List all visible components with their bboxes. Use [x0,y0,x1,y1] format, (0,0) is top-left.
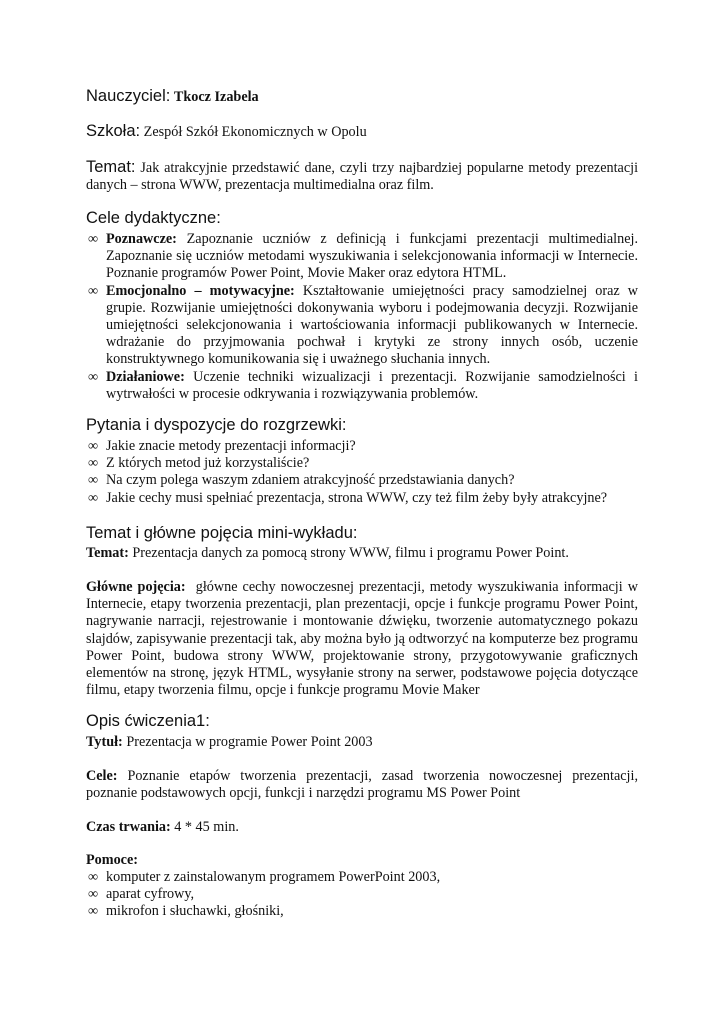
goals-list [86,231,638,403]
goal-label: Działaniowe: [106,368,185,385]
goal-label: Poznawcze: [106,231,177,247]
infinity-bullet-icon: ∞ [88,282,99,299]
list-item: ∞ Jakie cechy musi spełniać prezentacja, strona WWW, czy też film żeby były atrakcyjne? [88,489,608,506]
lecture-topic-value: Prezentacja danych za pomocą strony WWW, filmu i programu Power Point. [132,545,569,561]
infinity-bullet-icon: ∞ [88,869,99,885]
list-item: ∞ mikrofon i słuchawki, głośniki, [88,903,284,920]
exercise-heading: Opis ćwiczenia1: [86,712,210,730]
exercise-goals-label: Cele: [86,768,118,784]
exercise-title-label: Tytuł: [86,734,123,750]
school-line [86,123,638,141]
list-item [86,369,638,403]
aids-label: Pomoce: [86,852,138,868]
lecture-heading: Temat i główne pojęcia mini-wykładu: [86,524,358,542]
concepts-value: główne cechy nowoczesnej prezentacji, metody wyszukiwania informacji w Internecie, etapy tworzenia prezentacji, plan prezentacji, opcje i funkcje programu Power Point, nagrywanie narracji, rejestrowanie i montowanie dźwięku, tworzenie automatycznego pokazu slajdów, zapisywanie prezentacji tak, aby można było ją odtworzyć na komputerze bez programu Power Point, budowa strony WWW, projektowanie strony, przygotowywanie graficznych elementów na stronę, język HTML, wysyłanie strony na serwer, podstawowe pojęcia dotyczące filmu, etapy tworzenia filmu, opcje i funkcje programu Movie Maker [86,579,638,699]
duration-label: Czas trwania: [86,819,171,835]
duration-value: 4 * 45 min. [174,819,239,835]
exercise-duration [86,819,638,836]
list-item: ∞ aparat cyfrowy, [88,886,195,903]
lecture-topic-label: Temat: [86,545,129,561]
topic-label: Temat: [86,158,136,176]
questions-heading: Pytania i dyspozycje do rozgrzewki: [86,416,347,434]
infinity-bullet-icon: ∞ [88,472,99,489]
goal-text: Uczenie techniki wizualizacji i prezentacji. Rozwijanie samodzielności i wytrwałości w procesie odkrywania i rozwiązywania problemów. [106,368,638,402]
infinity-bullet-icon: ∞ [88,368,99,385]
goals-heading: Cele dydaktyczne: [86,209,221,227]
lecture-concepts [86,579,638,699]
school-label: Szkoła: [86,122,141,140]
list-item [86,283,638,369]
infinity-bullet-icon: ∞ [88,455,99,472]
exercise-goals [86,768,638,802]
topic-paragraph [86,159,638,194]
list-item: ∞ Z których metod już korzystaliście? [88,455,310,472]
exercise-title-value: Prezentacja w programie Power Point 2003 [126,734,373,750]
concepts-label: Główne pojęcia: [86,579,186,595]
lecture-topic [86,545,638,562]
school-value: Zespół Szkół Ekonomicznych w Opolu [143,124,367,140]
topic-value: Jak atrakcyjnie przedstawić dane, czyli trzy najbardziej popularne metody prezentacji danych – strona WWW, prezentacja multimedialna oraz film. [86,160,639,194]
infinity-bullet-icon: ∞ [88,438,99,454]
infinity-bullet-icon: ∞ [88,231,99,247]
infinity-bullet-icon: ∞ [88,886,99,903]
infinity-bullet-icon: ∞ [88,903,99,920]
list-item: ∞ komputer z zainstalowanym programem PowerPoint 2003, [88,869,441,885]
goal-label: Emocjonalno – motywacyjne: [106,282,295,299]
exercise-goals-value: Poznanie etapów tworzenia prezentacji, zasad tworzenia nowoczesnej prezentacji, poznanie podstawowych opcji, funkcji i narzędzi programu MS Power Point [86,768,638,802]
exercise-title [86,734,638,751]
teacher-line [86,88,638,106]
infinity-bullet-icon: ∞ [88,489,99,506]
list-item: ∞ Na czym polega waszym zdaniem atrakcyjność przedstawiania danych? [88,472,515,489]
teacher-label: Nauczyciel: [86,87,171,105]
teacher-value: Tkocz Izabela [173,89,259,105]
goal-text: Kształtowanie umiejętności pracy samodzielnej oraz w grupie. Rozwijanie umiejętności dokonywania wyboru i podejmowania decyzji. Rozwijanie umiejętności selekcjonowania i wartościowania informacji publikowanych w Internecie. wdrażanie do przyjmowania pochwał i krytyki ze strony innych osób, uczenie konstruktywnego komunikowania się i uważnego słuchania innych. [106,282,639,368]
goal-text: Zapoznanie uczniów z definicją i funkcjami prezentacji multimedialnej. Zapoznanie się uczniów metodami wyszukiwania i selekcjonowania informacji w Internecie. Poznanie programów Power Point, Movie Maker oraz edytora HTML. [106,231,638,282]
questions-list [86,438,638,507]
list-item: ∞ Jakie znacie metody prezentacji informacji? [88,438,356,454]
aids-list [86,869,638,921]
list-item [86,231,638,283]
